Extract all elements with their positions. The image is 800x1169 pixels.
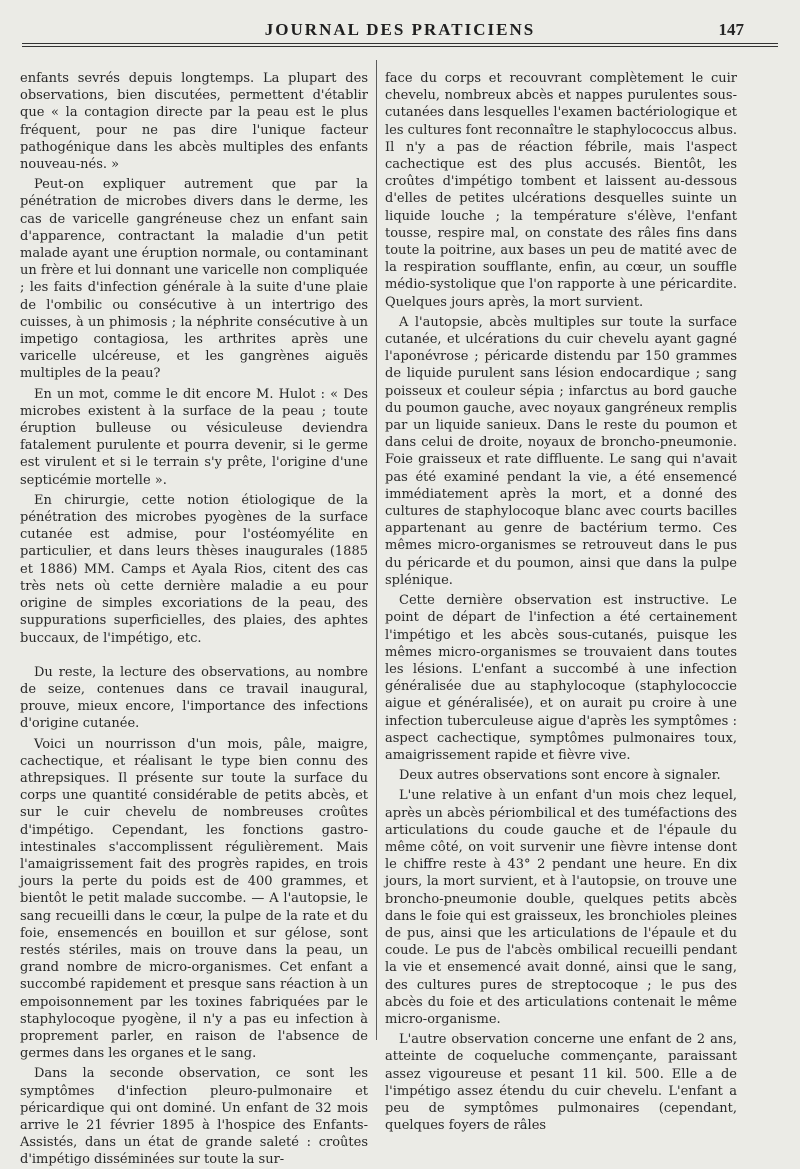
paragraph: En chirurgie, cette notion étiologique de la pénétration des microbes pyogènes de la surface cutanée est admise, pour l'ostéomyélite en particulier, et dans leurs thèses inaugurales (1885 et 1886) MM. Camps et Ayala Rios, citent des cas très nets où cette dernière maladie a eu pour origine de simples excoriations de la peau, des suppurations superficielles, des plaies, des aphtes buccaux, de l'impétigo, etc.: [20, 492, 368, 646]
paragraph: Du reste, la lecture des observations, au nombre de seize, contenues dans ce travail inaugural, prouve, mieux encore, l'importance des infections d'origine cutanée.: [20, 664, 368, 732]
paragraph: L'autre observation concerne une enfant de 2 ans, atteinte de coqueluche commençante, paraissant assez vigoureuse et pesant 11 kil. 500. Elle a de l'impétigo assez étendu du cuir chevelu. L'enfant a peu de symptômes pulmonaires (cependant, quelques foyers de râles: [385, 1032, 737, 1134]
paragraph: A l'autopsie, abcès multiples sur toute la surface cutanée, et ulcérations du cuir chevelu ayant gagné l'aponévrose ; péricarde distendu par 150 grammes de liquide purulent sans lésion endocardique ; sang poisseux et couleur sépia ; infarctus au bord gauche du poumon gauche, avec noyaux gangréneux remplis par un liquide sanieux. Dans le reste du poumon et dans celui de droite, noyaux de broncho-pneumonie. Foie graisseux et rate diffluente. Le sang qui n'avait pas été examiné pendant la vie, a été ensemencé immédiatement après la mort, et a donné des cultures de staphylocoque blanc avec courts bacilles appartenant au genre de bactérium termo. Ces mêmes micro-organismes se retrouveut dans le pus du péricarde et du poumon, ainsi que dans la pulpe splénique.: [385, 314, 737, 588]
left-column: [20, 70, 368, 1168]
paragraph: Peut-on expliquer autrement que par la pénétration de microbes divers dans le derme, les cas de varicelle gangréneuse chez un enfant sain d'apparence, contractant la maladie d'un petit malade ayant une éruption normale, ou contaminant un frère et lui donnant une varicelle non compliquée ; les faits d'infection générale à la suite d'une plaie de l'ombilic ou consécutive à un intertrigo des cuisses, à un phimosis ; la néphrite consécutive à un impetigo contagiosa, les arthrites après une varicelle ulcéreuse, et les gangrènes aiguës multiples de la peau?: [20, 177, 368, 382]
paragraph: En un mot, comme le dit encore M. Hulot : « Des microbes existent à la surface de la peau ; toute éruption bulleuse ou vésiculeuse deviendra fatalement purulente et pourra devenir, si le germe est virulent et si le terrain s'y prête, l'origine d'une septicémie mortelle ».: [20, 386, 368, 488]
header-rule: [22, 43, 778, 44]
paragraph: L'une relative à un enfant d'un mois chez lequel, après un abcès périombilical et des tuméfactions des articulations du coude gauche et de l'épaule du même côté, on voit survenir une fièvre intense dont le chiffre reste à 43° 2 pendant une heure. En dix jours, la mort survient, et à l'autopsie, on trouve une broncho-pneumonie double, quelques petits abcès dans le foie qui est graisseux, les bronchioles pleines de pus, ainsi que les articulations de l'épaule et du coude. Le pus de l'abcès ombilical recueilli pendant la vie et ensemencé avait donné, ainsi que le sang, des cultures pures de streptocoque ; le pus des abcès du foie et des articulations contenait le même micro-organisme.: [385, 788, 737, 1027]
page-number: 147: [718, 20, 744, 39]
paragraph: Dans la seconde observation, ce sont les symptômes d'infection pleuro-pulmonaire et péricardique qui ont dominé. Un enfant de 32 mois arrive le 21 février 1895 à l'hospice des Enfants-Assistés, dans un état de grande saleté : croûtes d'impétigo disséminées sur toute la sur-: [20, 1066, 368, 1168]
right-column: [385, 70, 737, 1134]
column-divider: [376, 60, 377, 1040]
journal-title: JOURNAL DES PRATICIENS: [264, 20, 536, 39]
paragraph: face du corps et recouvrant complètement le cuir chevelu, nombreux abcès et nappes purulentes sous-cutanées dans lesquelles l'examen bactériologique et les cultures font reconnaître le staphylococcus albus. Il n'y a pas de réaction fébrile, mais l'aspect cachectique est des plus accusés. Bientôt, les croûtes d'impétigo tombent et laissent au-dessous d'elles de petites ulcérations desquelles suinte un liquide louche ; la température s'élève, l'enfant tousse, respire mal, on constate des râles fins dans toute la poitrine, aux bases un peu de matité avec de la respiration soufflante, enfin, au cœur, un souffle médio-systolique que l'on rapporte à une péricardite. Quelques jours après, la mort survient.: [385, 71, 737, 310]
header-rule-double: [22, 46, 778, 47]
paragraph: enfants sevrés depuis longtemps. La plupart des observations, bien discutées, permettent d'établir que « la contagion directe par la peau est le plus fréquent, pour ne pas dire l'unique facteur pathogénique dans les abcès multiples des enfants nouveau-nés. »: [20, 71, 368, 173]
paragraph: Cette dernière observation est instructive. Le point de départ de l'infection a été certainement l'impétigo et les abcès sous-cutanés, puisque les mêmes micro-organismes se trouvaient dans toutes les lésions. L'enfant a succombé à une infection généralisée due au staphylocoque (staphylococcie aigue et généralisée), et on aurait pu croire à une infection tuberculeuse aigue d'après les symptômes : aspect cachectique, symptômes pulmonaires toux, amaigrissement rapide et fièvre vive.: [385, 593, 737, 763]
page-header: [0, 0, 800, 46]
paragraph: Deux autres observations sont encore à signaler.: [399, 768, 721, 784]
paragraph: Voici un nourrisson d'un mois, pâle, maigre, cachectique, et réalisant le type bien connu des athrepsiques. Il présente sur toute la surface du corps une quantité considérable de petits abcès, et sur le cuir chevelu de nombreuses croûtes d'impétigo. Cependant, les fonctions gastro-intestinales s'accomplissent régulièrement. Mais l'amaigrissement fait des progrès rapides, en trois jours la perte du poids est de 400 grammes, et bientôt le petit malade succombe. — A l'autopsie, le sang recueilli dans le cœur, la pulpe de la rate et du foie, ensemencés en bouillon et sur gélose, sont restés stériles, mais on trouve dans la peau, un grand nombre de micro-organismes. Cet enfant a succombé rapidement et presque sans réaction à un empoisonnement par les toxines fabriquées par le staphylocoque pyogène, il n'y a pas eu infection à proprement parler, en raison de l'absence de germes dans les organes et le sang.: [20, 736, 368, 1062]
